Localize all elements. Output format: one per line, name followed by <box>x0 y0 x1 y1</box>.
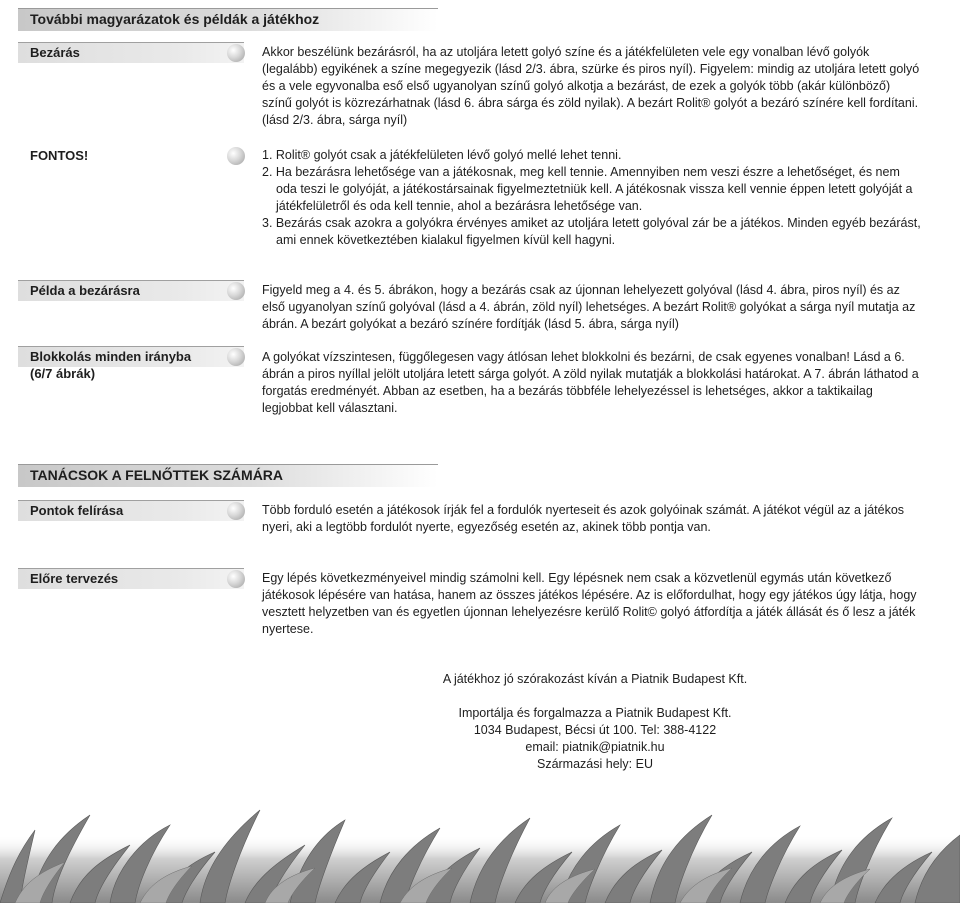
bullet-ball-icon <box>227 147 245 165</box>
pelda-text-block <box>262 282 922 333</box>
footer-wish: A játékhoz jó szórakozást kíván a Piatnik Budapest Kft. <box>442 672 748 686</box>
label-blokkolas-sub: (6/7 ábrák) <box>30 366 96 381</box>
bullet-ball-icon <box>227 348 245 366</box>
pontok-text-block <box>262 502 922 536</box>
bullet-ball-icon <box>227 502 245 520</box>
pontok-paragraph: Több forduló esetén a játékosok írják fel a fordulók nyerteseit és azok golyóinak számát. A játékot végül az a játékos nyeri, aki a legtöbb fordulót nyerte, egyezőség esetén az, akinek több pontja van. <box>262 503 905 534</box>
footer-importer: Importálja és forgalmazza a Piatnik Budapest Kft. <box>458 706 732 720</box>
section-header-explanations <box>18 8 438 31</box>
footer-origin: Származási hely: EU <box>536 757 653 771</box>
label-elore <box>18 568 244 589</box>
label-fontos: FONTOS! <box>30 148 89 163</box>
label-text: Pontok felírása <box>30 503 124 518</box>
blokkolas-text-block <box>262 349 922 417</box>
bezaras-paragraph: Akkor beszélünk bezárásról, ha az utoljára letett golyó színe és a játékfelületen vele egy vonalban lévő golyók (legalább) egyikének a színe megegyezik (lásd 2/3. ábra, szürke és piros nyíl). Figyelem: mindig az utoljára letett golyó és a vele egyvonalba eső első ugyanolyan színű golyó alkotja a bezárást, de ezek a golyók több (akár különböző) színű golyót is közrezárhatnak (lásd 6. ábra sárga és zöld nyilak). A bezárt Rolit® golyót a bezáró színére kell fordítani. (lásd 2/3. ábra, sárga nyíl) <box>262 45 920 127</box>
elore-paragraph: Egy lépés következményeivel mindig számolni kell. Egy lépésnek nem csak a közvetlenül egymás után következő játékosok lépésére van hatása, hanem az összes játékos lépésére. Az is előfordulhat, hogy egy játékos úgy látja, hogy vesztett helyzetben van és egyetlen újonnan lehelyezésre kerülő Rolit© golyó átfordítja a játék állását és ő lesz a játék nyertese. <box>262 571 917 636</box>
grass-illustration <box>0 790 960 903</box>
label-text: Blokkolás minden irányba <box>30 349 192 364</box>
fontos-item-3: 3. Bezárás csak azokra a golyókra érvényes amiket az utoljára letett golyóval zár be a játékos. Minden egyéb bezárást, ami ennek következtében kialakul figyelmen kívül kell hagyni. <box>262 216 921 247</box>
bullet-ball-icon <box>227 282 245 300</box>
label-text: Előre tervezés <box>30 571 119 586</box>
bullet-ball-icon <box>227 44 245 62</box>
label-blokkolas <box>18 346 244 367</box>
footer-spacer <box>380 688 810 705</box>
fontos-item-1: 1. Rolit® golyót csak a játékfelületen lévő golyó mellé lehet tenni. <box>262 148 622 162</box>
pelda-paragraph: Figyeld meg a 4. és 5. ábrákon, hogy a bezárás csak az újonnan lehelyezett golyóval (lásd 4. ábra, piros nyíl) és az első ugyanolyan színű golyóval (lásd a 4. ábrán, zöld nyíl) lehetséges. A bezárt Rolit® golyókat a sárga nyíl mutatja az ábrán. A bezárt golyókat a bezáró színére fordítják (lásd 5. ábra, sárga nyíl) <box>262 283 916 331</box>
section-title: További magyarázatok és példák a játékhoz <box>30 11 320 27</box>
label-bezaras <box>18 42 244 63</box>
label-pontok <box>18 500 244 521</box>
fontos-item-2: 2. Ha bezárásra lehetősége van a játékosnak, meg kell tennie. Amennyiben nem veszi észre a lehetőséget, és nem oda teszi le golyóját, a játékostársainak figyelmeztetniük kell. A játékosnak vissza kell vennie éppen letett golyóját a játékfelületről és oda kell tennie, ahol a bezárásra lehetősége van. <box>262 165 913 213</box>
bullet-ball-icon <box>227 570 245 588</box>
label-text: Bezárás <box>30 45 80 60</box>
footer-email: email: piatnik@piatnik.hu <box>525 740 665 754</box>
footer-address: 1034 Budapest, Bécsi út 100. Tel: 388-4122 <box>473 723 717 737</box>
section-header-advice <box>18 464 438 487</box>
fontos-list <box>262 147 922 249</box>
label-text: Példa a bezárásra <box>30 283 140 298</box>
footer-block <box>380 671 810 773</box>
label-pelda <box>18 280 244 301</box>
blokkolas-paragraph: A golyókat vízszintesen, függőlegesen vagy átlósan lehet blokkolni és bezárni, de csak egyenes vonalban! Lásd a 6. ábrán a piros nyíllal jelölt utoljára letett sárga golyót. A zöld nyilak mutatják a blokkolási határokat. A 7. ábrán láthatod a forgatás eredményét. Abban az esetben, ha a bezárás többféle lehelyezéssel is lehetséges, akkor a taktikailag legjobbat kell választani. <box>262 350 919 415</box>
bezaras-text-block <box>262 44 922 129</box>
elore-text-block <box>262 570 922 638</box>
section-title: TANÁCSOK A FELNŐTTEK SZÁMÁRA <box>30 467 284 483</box>
fontos-bullet-holder <box>18 146 244 166</box>
